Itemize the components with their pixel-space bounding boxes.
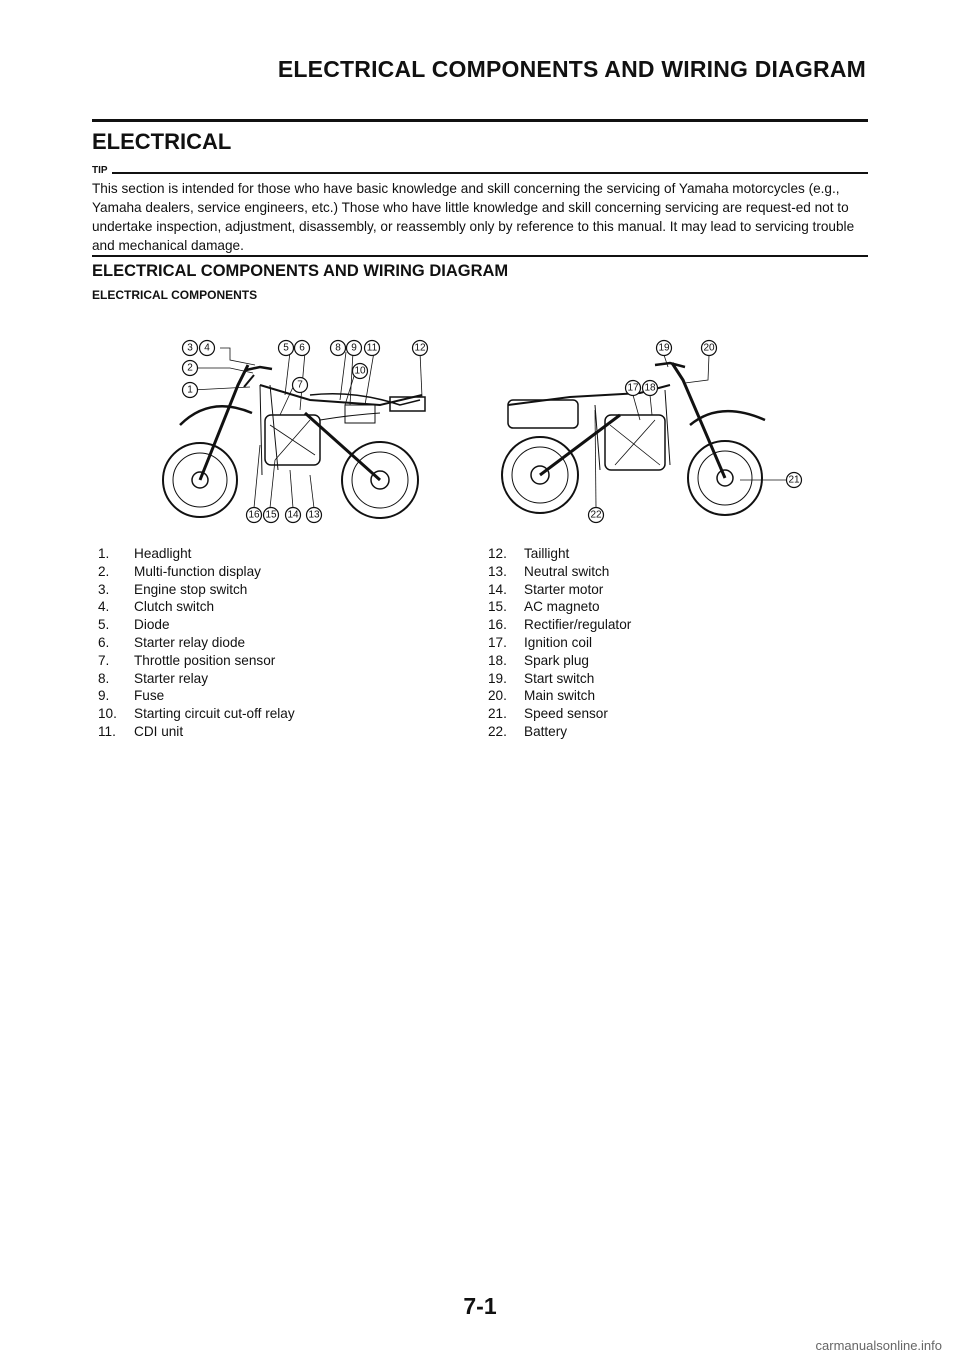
legend-item bbox=[98, 545, 295, 563]
legend-item-number: 3. bbox=[98, 581, 110, 597]
legend-item-label: Taillight bbox=[524, 546, 570, 561]
legend-item bbox=[488, 670, 631, 688]
legend-item bbox=[488, 581, 631, 599]
legend-item bbox=[98, 581, 295, 599]
motorcycle-component-diagram bbox=[150, 325, 810, 535]
callout-label: 17 bbox=[627, 382, 639, 394]
legend-left-column bbox=[98, 545, 295, 741]
legend-item-label: Rectifier/regulator bbox=[524, 617, 632, 633]
legend-item-number: 19. bbox=[488, 670, 507, 686]
running-header-title: ELECTRICAL COMPONENTS AND WIRING DIAGRAM bbox=[277, 56, 866, 82]
legend-item bbox=[488, 598, 631, 616]
callout-label: 12 bbox=[414, 342, 426, 354]
page-number: 7-1 bbox=[463, 1293, 497, 1319]
legend-item-label: Diode bbox=[134, 617, 170, 633]
legend-item-label: Spark plug bbox=[524, 652, 589, 668]
callout-label: 1 bbox=[187, 384, 193, 396]
legend-item-label: CDI unit bbox=[134, 723, 184, 739]
legend-item bbox=[98, 634, 295, 652]
subsection-rule bbox=[92, 255, 868, 257]
legend-item-label: Starter relay diode bbox=[134, 634, 246, 650]
legend-item-label: Speed sensor bbox=[524, 706, 608, 722]
legend-item-number: 11. bbox=[98, 723, 116, 739]
header-rule bbox=[92, 119, 868, 122]
callout-label: 11 bbox=[366, 342, 378, 354]
legend-item-number: 9. bbox=[98, 688, 110, 704]
legend-item-label: Neutral switch bbox=[524, 563, 610, 579]
legend-item-label: Multi-function display bbox=[134, 563, 261, 579]
legend-item bbox=[98, 652, 295, 670]
legend-item-label: Start switch bbox=[524, 670, 595, 686]
legend-item-number: 7. bbox=[98, 652, 110, 668]
tip-rule bbox=[92, 172, 868, 174]
legend-item-label: Engine stop switch bbox=[134, 581, 248, 597]
subsubsection-title: ELECTRICAL COMPONENTS bbox=[92, 288, 258, 302]
legend-item-label: Starter relay bbox=[134, 670, 209, 686]
legend-item bbox=[98, 723, 295, 741]
callout-label: 6 bbox=[299, 342, 305, 354]
legend-right-column bbox=[488, 545, 631, 741]
legend-item-number: 5. bbox=[98, 617, 110, 633]
callout-label: 7 bbox=[297, 379, 303, 391]
legend-item bbox=[488, 723, 631, 741]
legend-item-number: 22. bbox=[488, 723, 507, 739]
legend-item-label: Throttle position sensor bbox=[134, 652, 276, 668]
callout-label: 18 bbox=[644, 382, 656, 394]
legend-item bbox=[98, 670, 295, 688]
legend-item-number: 1. bbox=[98, 546, 110, 561]
legend-item-number: 21. bbox=[488, 706, 507, 722]
legend-item-number: 17. bbox=[488, 634, 507, 650]
callout-label: 2 bbox=[187, 362, 193, 374]
tip-label: TIP bbox=[92, 165, 112, 176]
legend-item bbox=[98, 687, 295, 705]
callout-label: 16 bbox=[248, 509, 260, 521]
callout-label: 13 bbox=[308, 509, 320, 521]
legend-item bbox=[98, 616, 295, 634]
legend-item-number: 6. bbox=[98, 634, 110, 650]
legend-item-number: 8. bbox=[98, 670, 110, 686]
legend-item-label: Starter motor bbox=[524, 581, 604, 597]
callout-label: 9 bbox=[351, 342, 357, 354]
legend-item bbox=[488, 687, 631, 705]
callout-label: 14 bbox=[287, 509, 299, 521]
legend-item bbox=[488, 634, 631, 652]
legend-item-label: AC magneto bbox=[524, 599, 600, 615]
tip-text: This section is intended for those who have basic knowledge and skill concerning the servicing of Yamaha motorcycles (e.g., Yamaha dealers, service engineers, etc.) Those who have little knowledge and skill concerning servicing are request-ed not to undertake inspection, adjustment, disassembly, or reassembly only by reference to this manual. It may lead to servicing trouble and mechanical damage. bbox=[92, 181, 855, 253]
watermark-text: carmanualsonline.info bbox=[815, 1338, 942, 1353]
legend-item bbox=[488, 545, 631, 563]
legend-item-label: Headlight bbox=[134, 546, 192, 561]
right-callout-lines bbox=[595, 355, 787, 508]
legend-item-number: 10. bbox=[98, 706, 117, 722]
legend-item-number: 12. bbox=[488, 546, 507, 561]
legend-item-label: Starting circuit cut-off relay bbox=[134, 706, 295, 722]
legend-item-label: Fuse bbox=[134, 688, 165, 704]
callout-label: 4 bbox=[204, 342, 210, 354]
callout-label: 5 bbox=[283, 342, 289, 354]
callout-label: 20 bbox=[703, 342, 715, 354]
legend-item-number: 20. bbox=[488, 688, 507, 704]
legend-item bbox=[488, 705, 631, 723]
legend-item bbox=[488, 563, 631, 581]
callout-label: 15 bbox=[265, 509, 277, 521]
legend-item-label: Main switch bbox=[524, 688, 596, 704]
legend-item-number: 18. bbox=[488, 652, 507, 668]
legend-item bbox=[98, 598, 295, 616]
legend-item-number: 14. bbox=[488, 581, 507, 597]
callout-label: 8 bbox=[335, 342, 341, 354]
right-callout-markers bbox=[589, 341, 802, 523]
callout-label: 21 bbox=[788, 474, 800, 486]
legend-item bbox=[488, 652, 631, 670]
legend-item bbox=[98, 705, 295, 723]
legend-item-number: 15. bbox=[488, 599, 507, 615]
callout-label: 22 bbox=[590, 509, 602, 521]
legend-item-number: 13. bbox=[488, 563, 507, 579]
legend-item-label: Clutch switch bbox=[134, 599, 215, 615]
legend-item-number: 2. bbox=[98, 563, 110, 579]
legend-item-number: 16. bbox=[488, 617, 507, 633]
section-title: ELECTRICAL bbox=[92, 129, 232, 154]
legend-item bbox=[488, 616, 631, 634]
callout-label: 3 bbox=[187, 342, 193, 354]
legend-item-label: Ignition coil bbox=[524, 634, 593, 650]
legend-item-number: 4. bbox=[98, 599, 110, 615]
legend-item-label: Battery bbox=[524, 723, 568, 739]
legend-item bbox=[98, 563, 295, 581]
subsection-title: ELECTRICAL COMPONENTS AND WIRING DIAGRAM bbox=[92, 262, 509, 280]
callout-label: 10 bbox=[354, 365, 366, 377]
callout-label: 19 bbox=[658, 342, 670, 354]
